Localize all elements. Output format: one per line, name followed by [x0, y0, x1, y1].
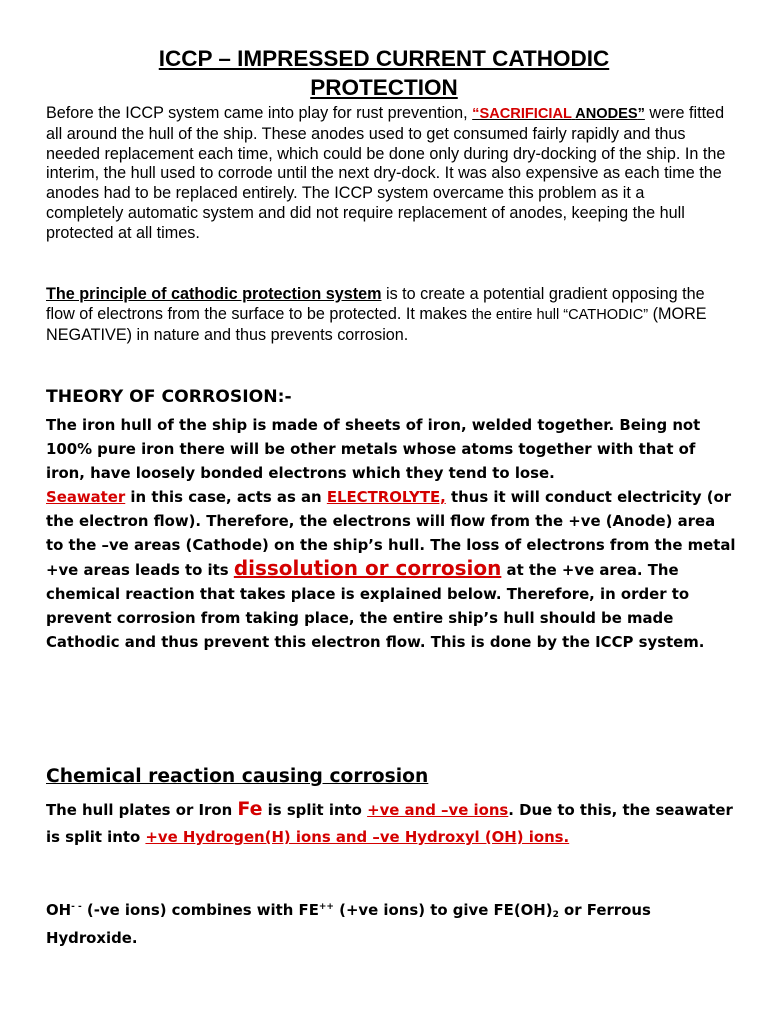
- theory-heading: THEORY OF CORROSION:-: [46, 387, 292, 407]
- title-line-1: ICCP – IMPRESSED CURRENT CATHODIC: [158, 46, 610, 71]
- page-title: [40, 44, 728, 102]
- subscript-2: 2: [552, 910, 559, 920]
- oh-text: OH: [46, 901, 72, 919]
- principle-heading: The principle of cathodic protection system: [46, 285, 382, 303]
- chem-text-3: . Due to this, the seawater is split into: [46, 801, 733, 846]
- anodes-word: ANODES: [575, 106, 638, 122]
- chem-text-2: is split into: [262, 801, 368, 819]
- chemical-reaction-heading: Chemical reaction causing corrosion: [46, 766, 429, 787]
- principle-text-1: is to create a potential gradient opposing the flow of electrons from the surface to be protected. It makes: [46, 285, 705, 323]
- ions-term: +ve and –ve ions: [367, 801, 509, 819]
- ferrous-text-3: or Ferrous Hydroxide.: [46, 901, 651, 947]
- ferrous-hydroxide-paragraph: [46, 896, 736, 952]
- principle-text-2: (MORE NEGATIVE) in nature and thus prevents corrosion.: [46, 304, 707, 344]
- theory-paragraph-2: [46, 486, 736, 655]
- chem-text-1: The hull plates or Iron: [46, 801, 238, 819]
- principle-paragraph: [46, 285, 726, 345]
- electrolyte-term: ELECTROLYTE,: [326, 487, 446, 506]
- intro-paragraph: [46, 104, 726, 244]
- oh-superscript: - -: [71, 902, 82, 912]
- dissolution-term: dissolution or corrosion: [233, 556, 502, 581]
- fe-symbol: Fe: [237, 798, 263, 820]
- quote-open: “: [472, 106, 480, 122]
- chemical-paragraph: [46, 796, 736, 851]
- theory-text-1: in this case, acts as an: [125, 487, 327, 506]
- fe-superscript: ++: [318, 902, 334, 912]
- intro-after: were fitted all around the hull of the ship. These anodes used to get consumed fairly rapidly and thus needed replacement each time, which could be done only during dry-docking of the ship. In the interim, the hull used to corrode until the next dry-dock. It was also expensive as each time the anodes had to be replaced entirely. The ICCP system overcame this problem as it a completely automatic system and did not require replacement of anodes, keeping the hull protected at all times.: [46, 104, 726, 242]
- quote-close: ”: [637, 106, 645, 122]
- theory-paragraph-1: The iron hull of the ship is made of sheets of iron, welded together. Being not 100% pure iron there will be other metals whose atoms together with that of iron, have loosely bonded electrons which they tend to lose.: [46, 416, 701, 482]
- theory-text-3: at the +ve area. The chemical reaction that takes place is explained below. Therefore, in order to prevent corrosion from taking place, the entire ship’s hull should be made Cathodic and thus prevent this electron flow. This is done by the ICCP system.: [46, 561, 705, 652]
- ferrous-text-1: (-ve ions) combines with FE: [81, 901, 319, 919]
- theory-text-2: thus it will conduct electricity (or the electron flow). Therefore, the electrons will flow from the +ve (Anode) area to the –ve areas (Cathode) on the ship’s hull. The loss of electrons from the metal +ve areas leads to its: [46, 487, 736, 580]
- seawater-term: Seawater: [46, 487, 126, 506]
- sacrificial-anodes-term: [472, 106, 645, 122]
- ferrous-text-2: (+ve ions) to give FE(OH): [333, 901, 553, 919]
- intro-before: Before the ICCP system came into play for rust prevention,: [46, 104, 473, 122]
- title-line-2: PROTECTION: [310, 75, 458, 100]
- hydrogen-hydroxyl-term: +ve Hydrogen(H) ions and –ve Hydroxyl (OH) ions.: [145, 828, 570, 846]
- sacrificial-word: SACRIFICIAL: [479, 106, 572, 122]
- principle-small-text: the entire hull “CATHODIC”: [471, 306, 649, 323]
- theory-body: [46, 414, 736, 655]
